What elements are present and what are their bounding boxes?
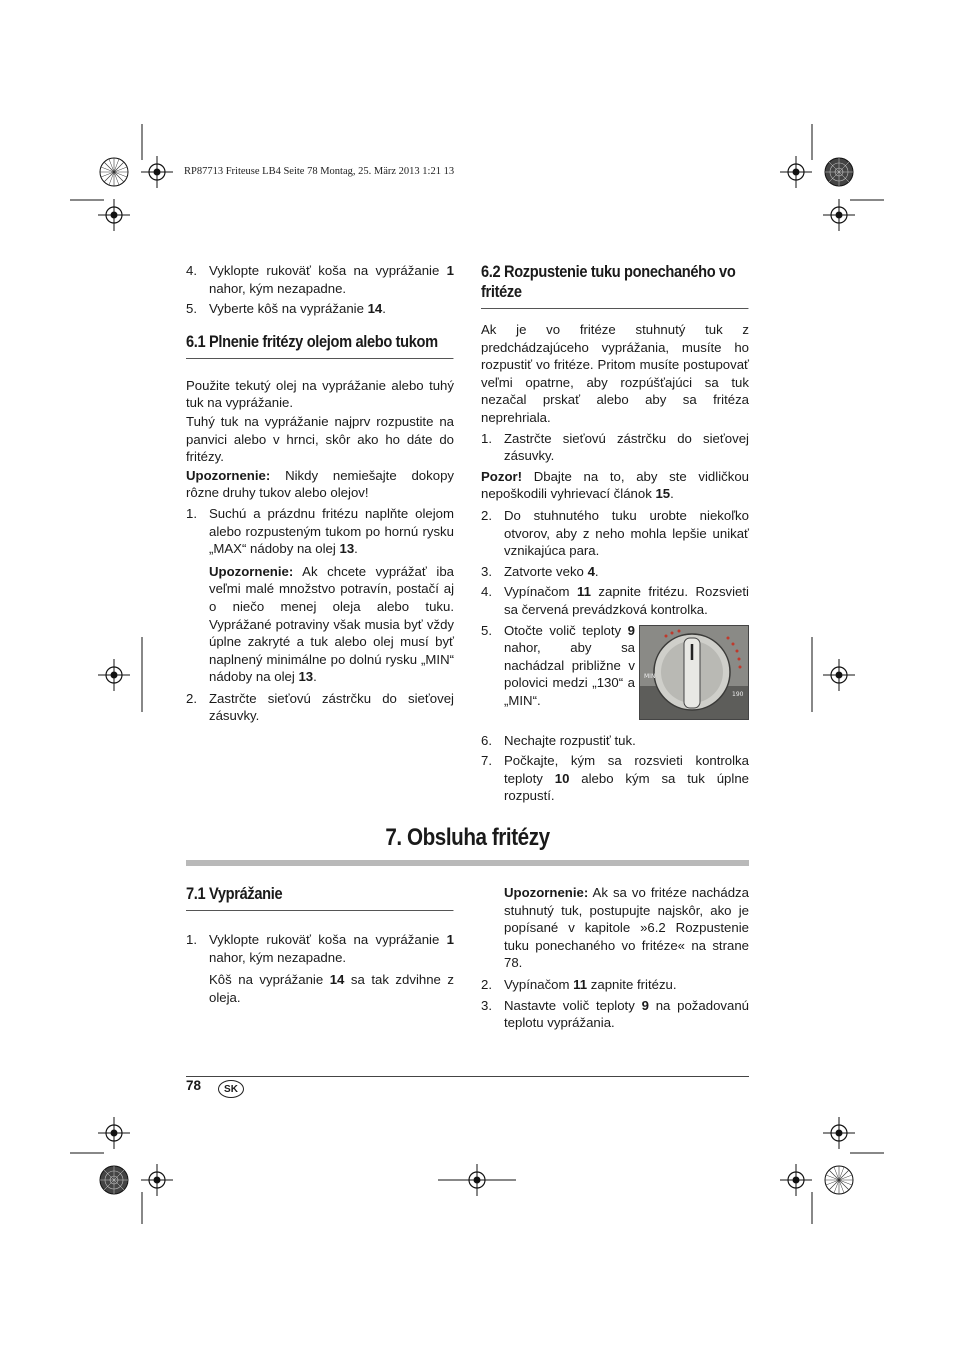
steps-list	[481, 732, 749, 805]
list-item: 5. Otočte volič teploty 9 nahor, aby sa nachádzal približne v polovici medzi „130“ a „MIN“. MIN 190	[481, 622, 749, 720]
section-heading-wrap	[186, 332, 454, 359]
section-title-6-2: 6.2 Rozpustenie tuku ponechaného vo fritéze	[481, 262, 748, 309]
steps-list	[481, 976, 749, 1032]
list-item: 5. Vyberte kôš na vyprážanie 14.	[186, 301, 386, 317]
paragraph: Použite tekutý olej na vyprážanie alebo tuhý tuk na vyprážanie.	[186, 377, 454, 411]
list-item: 3. Nastavte volič teploty 9 na požadovanú teplotu vyprážania.	[481, 997, 750, 1031]
note: Upozornenie: Nikdy nemiešajte dokopy rôzne druhy tukov alebo olejov!	[186, 467, 454, 501]
knob-label-min: MIN	[644, 672, 656, 680]
list-item: 4. Vypínačom 11 zapnite fritézu. Rozsvieti sa červená prevádzková kontrolka.	[481, 584, 749, 617]
steps-list	[186, 262, 454, 318]
right-column-bottom	[481, 884, 750, 1035]
chapter-title: 7. Obsluha fritézy	[385, 824, 550, 851]
footer-rule	[186, 1076, 749, 1077]
right-column-top	[481, 262, 749, 808]
list-item: 1. Zastrčte sieťovú zástrčku do sieťovej zásuvky.	[481, 430, 749, 464]
caution-note: Pozor! Dbajte na to, aby ste vidličkou nepoškodili vyhrievací článok 15.	[481, 468, 749, 502]
note: Upozornenie: Ak sa vo fritéze nachádza stuhnutý tuk, postupujte najskôr, ako je popísané v kapitole »6.2 Rozpustenie tuku ponechaného vo fritéze« na strane 78.	[504, 885, 749, 971]
section-heading-wrap	[481, 262, 749, 309]
section-heading-wrap	[186, 884, 454, 911]
list-item: 7. Počkajte, kým sa rozsvieti kontrolka teploty 10 alebo kým sa tuk úplne rozpustí.	[481, 753, 749, 804]
steps-list	[186, 505, 454, 558]
list-item: 2. Do stuhnutého tuku urobte niekoľko otvorov, aby z neho mohla lepšie unikať vznikajúca para.	[481, 507, 749, 559]
list-item: 1. Vyklopte rukoväť koša na vyprážanie 1 nahor, kým nezapadne.	[186, 932, 454, 965]
chapter-heading	[186, 822, 749, 866]
left-column-top	[186, 262, 454, 728]
section-title-7-1: 7.1 Vyprážanie	[186, 884, 453, 911]
temperature-knob-photo	[639, 625, 749, 720]
item-sub-text: Kôš na vyprážanie 14 sa tak zdvihne z oleja.	[209, 972, 454, 1005]
list-item: 3. Zatvorte veko 4.	[481, 563, 599, 579]
item-note: Upozornenie: Ak chcete vyprážať iba veľmi malé množstvo potravín, postačí aj o niečo menej oleja alebo tuku. Vyprážané potraviny však musia byť vždy úplne zakryté a tuk alebo olej musí byť naplnený minimálne po dolnú rysku „MIN“ nádoby na olej 13.	[209, 563, 454, 685]
steps-list	[186, 931, 454, 966]
knob-illustration	[640, 626, 748, 719]
list-item: 6. Nechajte rozpustiť tuk.	[481, 732, 636, 748]
section-title-6-1: 6.1 Plnenie fritézy olejom alebo tukom	[186, 332, 453, 359]
knob-label-max: 190	[732, 690, 744, 698]
left-column-bottom	[186, 884, 454, 1007]
page-number: 78	[186, 1078, 202, 1093]
steps-list	[481, 430, 749, 465]
paragraph: Tuhý tuk na vyprážanie najprv rozpustite na panvici alebo v hrnci, skôr ako ho dáte do fritézy.	[186, 413, 454, 465]
steps-list	[186, 690, 454, 725]
language-badge: SK	[218, 1080, 244, 1098]
list-item: 4. Vyklopte rukoväť koša na vyprážanie 1 nahor, kým nezapadne.	[186, 263, 454, 296]
list-item: 1. Suchú a prázdnu fritézu naplňte olejom alebo rozpusteným tukom po hornú rysku „MAX“ nádoby na olej 13.	[186, 505, 454, 557]
print-header: RP87713 Friteuse LB4 Seite 78 Montag, 25. März 2013 1:21 13	[184, 166, 455, 177]
chapter-divider	[186, 860, 749, 866]
list-item: 2. Zastrčte sieťovú zástrčku do sieťovej zásuvky.	[186, 690, 454, 724]
paragraph: Ak je vo fritéze stuhnutý tuk z predchádzajúceho vyprážania, musíte ho rozpustiť vo fritéze. Pritom musíte postupovať veľmi opatrne, aby rozpúšťajúci sa tuk nezačal prskať alebo aby sa fritéza neprehriala.	[481, 322, 749, 425]
steps-list	[481, 507, 749, 720]
list-item: 2. Vypínačom 11 zapnite fritézu.	[481, 976, 677, 992]
